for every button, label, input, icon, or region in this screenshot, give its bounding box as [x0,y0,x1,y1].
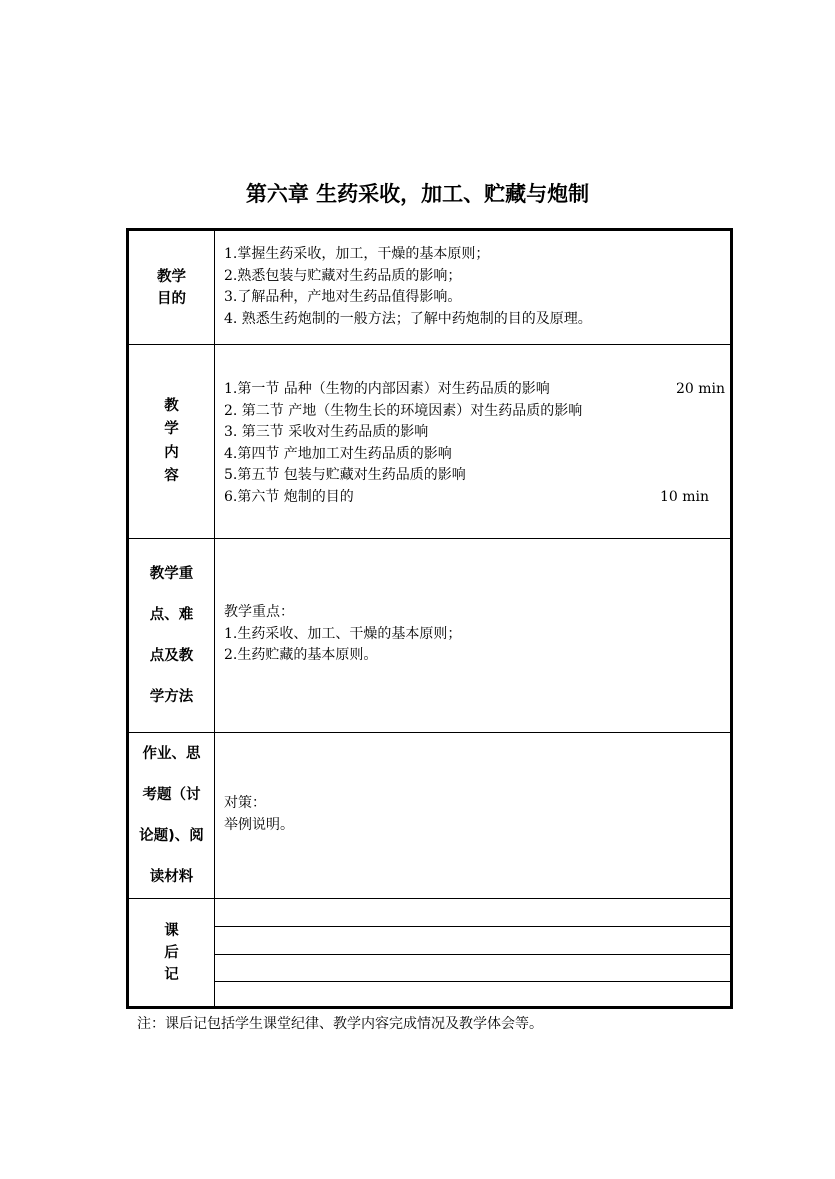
key-points-content [215,539,730,732]
objectives-row [129,231,730,345]
objective-item: 3.了解品种，产地对生药品值得影响。 [224,289,462,305]
chapter-title: 第六章 生药采收，加工、贮藏与炮制 [245,182,590,206]
section-item: 4.第四节 产地加工对生药品质的影响 [224,445,452,462]
notes-rule [215,954,730,955]
key-points-row [129,539,730,733]
notes-label-char: 课 [164,922,179,939]
objective-item: 4. 熟悉生药炮制的一般方法；了解中药炮制的目的及原理。 [224,310,592,327]
section-item-text: 6.第六节 炮制的目的 [224,488,354,505]
objectives-label-line: 目的 [157,290,186,307]
section-item: 3. 第三节 采收对生药品质的影响 [224,424,429,440]
content-content [215,345,730,538]
content-label [129,345,215,538]
content-label-char: 内 [164,444,179,461]
notes-writing-area [215,899,730,1006]
key-points-label-line: 教学重 [149,565,194,582]
objectives-label-line: 教学 [157,268,186,285]
objective-item: 2.熟悉包装与贮藏对生药品质的影响； [224,267,462,284]
homework-item: 对策： [224,795,266,811]
homework-label [129,733,215,898]
homework-label-line: 作业、思 [142,745,201,762]
section-item-text: 1.第一节 品种（生物的内部因素）对生药品质的影响 [224,381,550,397]
time-label: 20 min [676,381,726,397]
content-label-char: 容 [164,468,179,484]
content-label-char: 教 [164,397,179,414]
notes-label-char: 记 [164,966,179,983]
key-point-item: 2.生药贮藏的基本原则。 [224,647,378,663]
section-item: 5.第五节 包装与贮藏对生药品质的影响 [224,467,466,483]
homework-row [129,733,730,899]
key-points-label [129,539,215,732]
content-row [129,345,730,539]
notes-rule [215,981,730,982]
objective-item: 1.掌握生药采收，加工，干燥的基本原则； [224,246,490,262]
objectives-label [129,231,215,344]
homework-content [215,733,730,898]
key-points-label-line: 点、难 [149,606,194,623]
homework-label-line: 论题)、阅 [139,827,204,844]
notes-row [129,899,730,1006]
key-points-label-line: 学方法 [149,688,194,705]
homework-label-line: 读材料 [149,868,194,885]
section-item: 2. 第二节 产地（生物生长的环境因素）对生药品质的影响 [224,402,583,419]
objectives-content [215,231,730,344]
content-label-char: 学 [164,421,179,437]
key-points-label-line: 点及教 [149,647,194,664]
time-label: 10 min [660,488,710,505]
notes-label-char: 后 [164,944,179,961]
key-point-item: 教学重点： [224,604,294,620]
footnote: 注：课后记包括学生课堂纪律、教学内容完成情况及教学体会等。 [137,1016,543,1032]
lesson-plan-table [126,228,733,1009]
key-point-item: 1.生药采收、加工、干燥的基本原则； [224,625,462,642]
notes-rule [215,926,730,927]
homework-item: 举例说明。 [224,816,294,833]
notes-label [129,899,215,1006]
section-item [224,487,730,509]
homework-label-line: 考题（讨 [142,786,201,803]
section-item [224,379,730,401]
